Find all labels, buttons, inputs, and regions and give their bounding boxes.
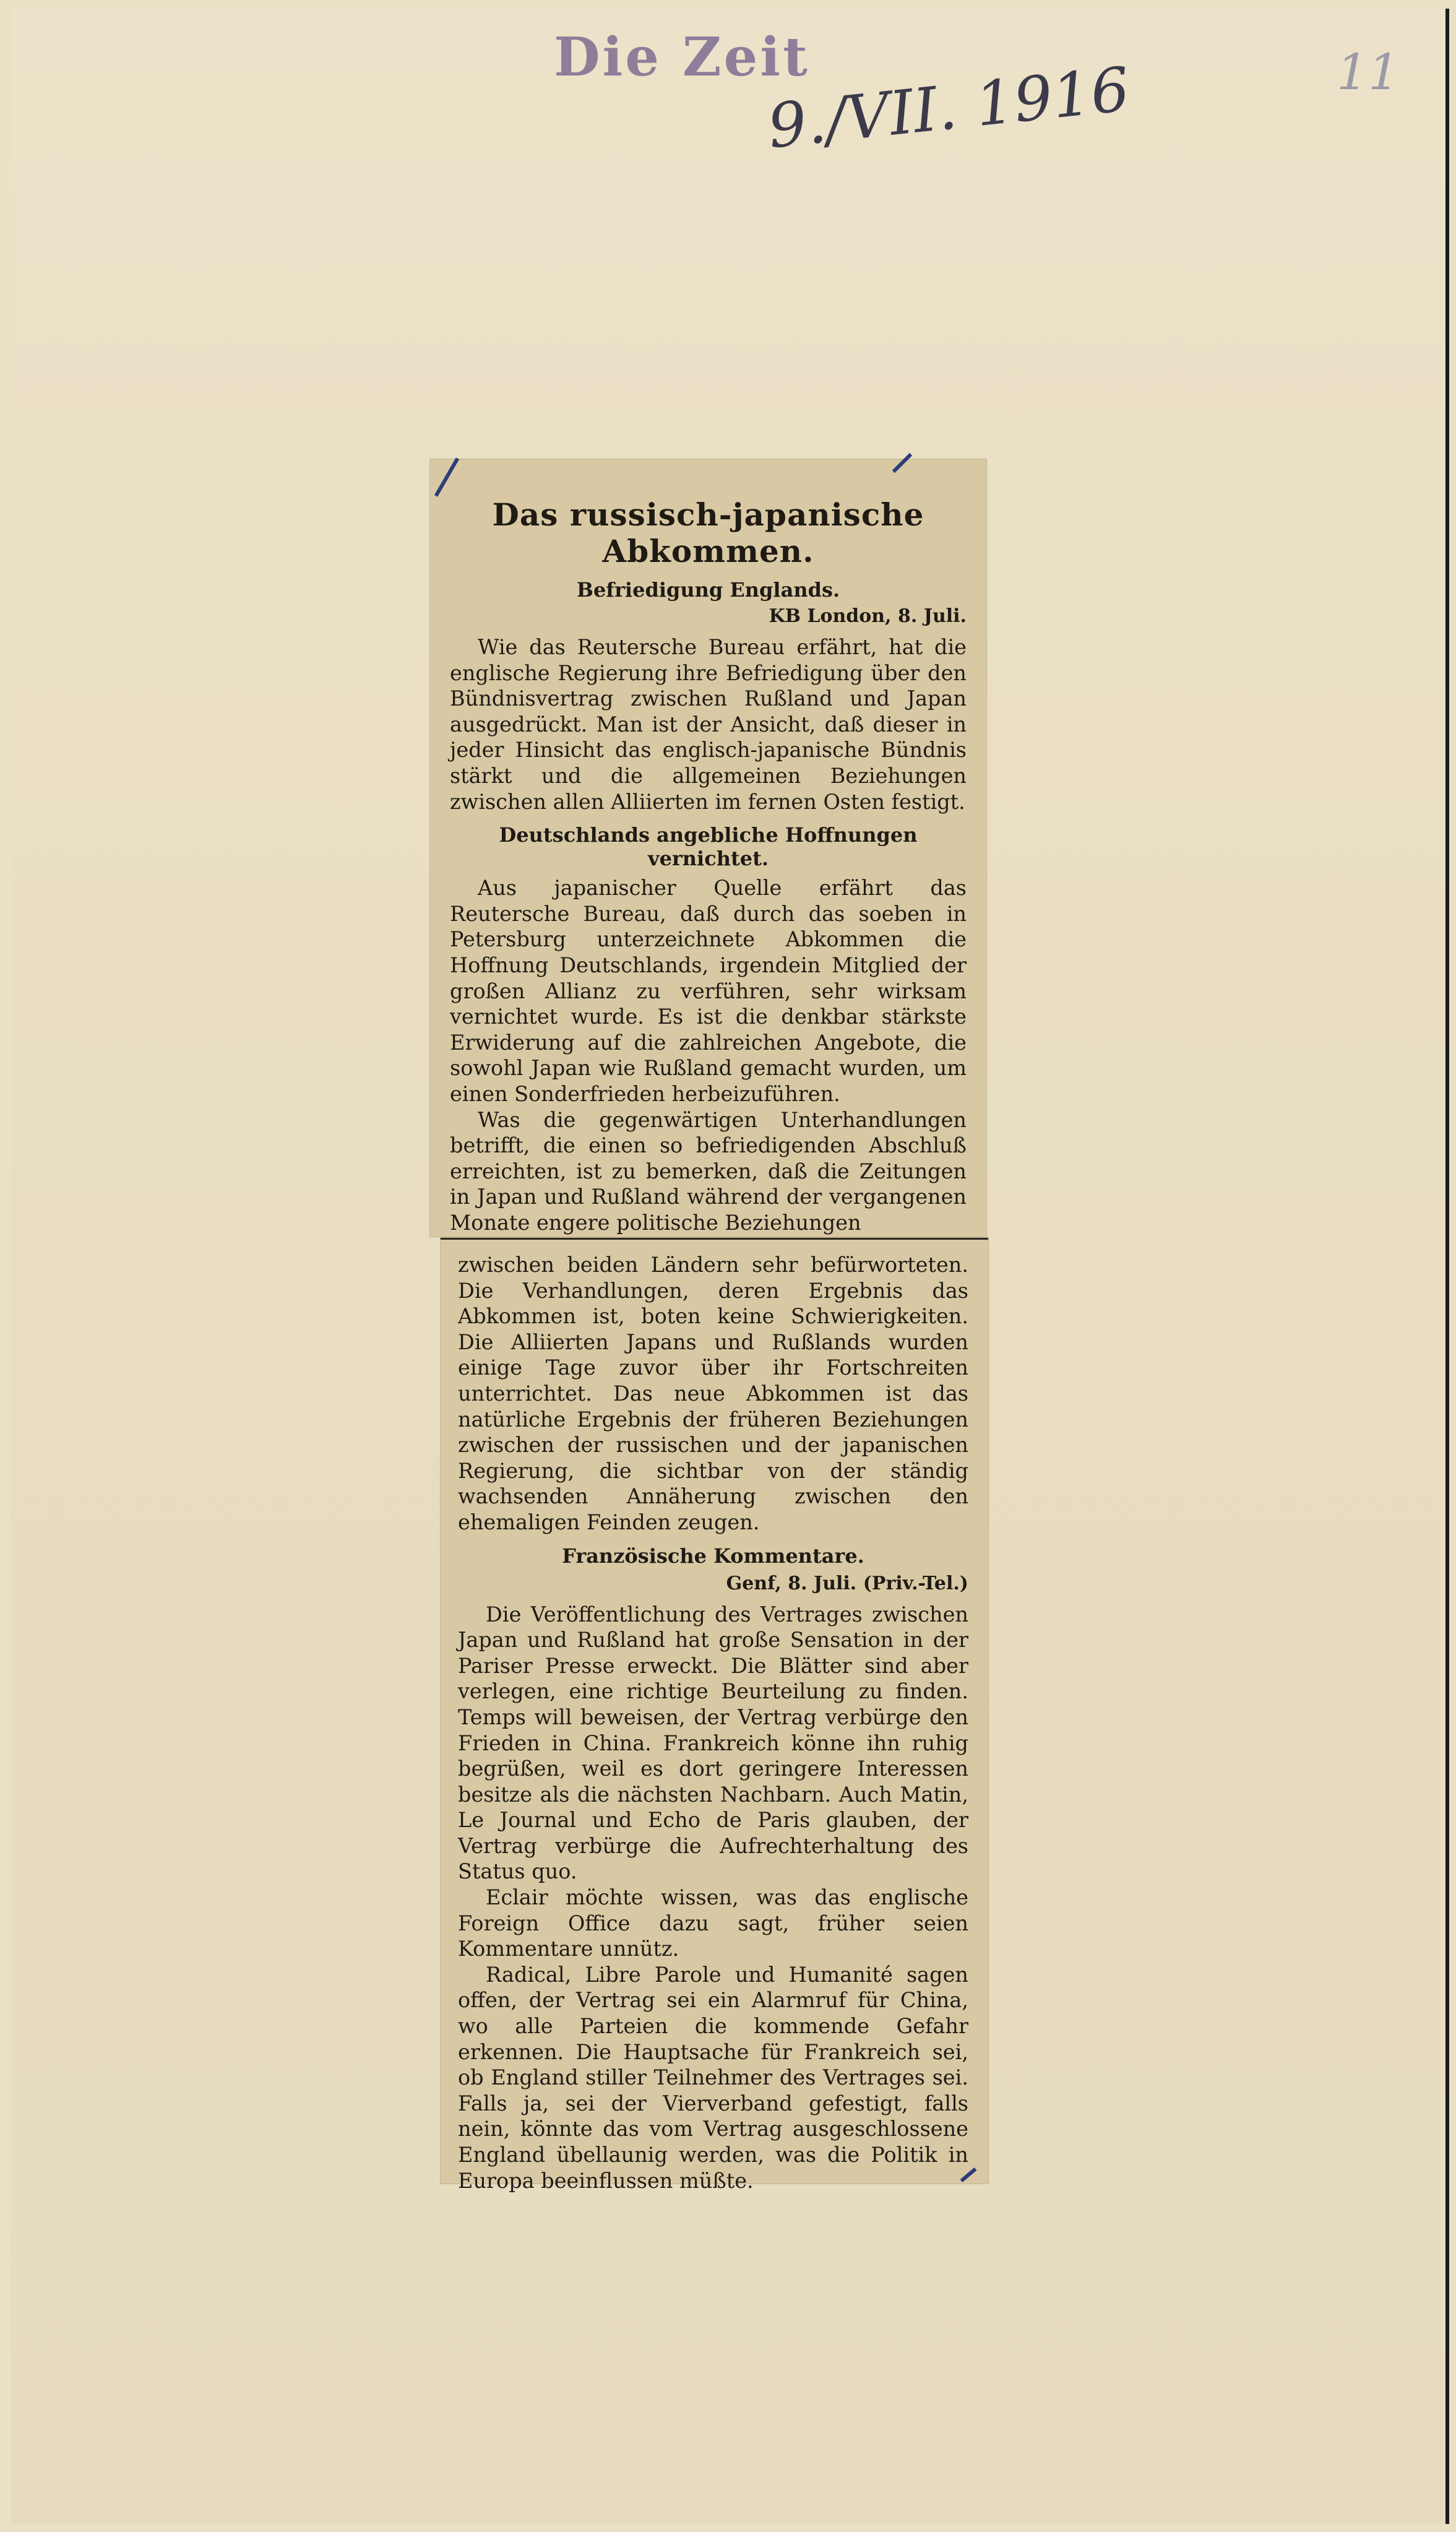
article-paragraph: Was die gegenwärtigen Unterhandlungen betrifft, die einen so befriedigenden Abschluß erreichten, ist zu bemerken, daß die Zeitungen in Japan und Rußland während der vergangenen Monate engere politische Beziehungen [450, 1107, 967, 1235]
pencil-mark-icon [434, 457, 459, 497]
section-title: Französische Kommentare. [562, 1544, 864, 1568]
section-title: Deutschlands angebliche Hoffnungen vernichtet. [499, 823, 918, 871]
article-paragraph: Eclair möchte wissen, was das englische Foreign Office dazu sagt, früher seien Kommentare unnütz. [458, 1885, 968, 1961]
article-headline: Das russisch-japanische Abkommen. [492, 496, 924, 569]
article-paragraph: Radical, Libre Parole und Humanité sagen offen, der Vertrag sei ein Alarmruf für China, wo alle Parteien die kommende Gefahr erkennen. Die Hauptsache für Frankreich sei, ob England stiller Teilnehmer des Vertrages sei. Falls ja, sei der Vierverband gefestigt, falls nein, könnte das vom Vertrag ausgeschlossene England übellaunig werden, was die Politik in Europa beeinflussen müßte. [458, 1962, 968, 2193]
handwritten-date: 9./VII. 1916 [764, 54, 1133, 163]
dateline: KB London, 8. Juli. [769, 605, 967, 627]
page-number: 11 [1337, 43, 1400, 101]
dateline: Genf, 8. Juli. (Priv.-Tel.) [726, 1572, 968, 1594]
section-title: Befriedigung Englands. [576, 578, 840, 602]
newspaper-stamp: Die Zeit [554, 26, 810, 89]
article-paragraph: Wie das Reutersche Bureau erfährt, hat die englische Regierung ihre Befriedigung über den Bündnisvertrag zwischen Rußland und Japan ausgedrückt. Man ist der Ansicht, daß dieser in jeder Hinsicht das englisch-japanische Bündnis stärkt und die allgemeinen Beziehungen zwischen allen Alliierten im fernen Osten festigt. [450, 635, 967, 814]
article-paragraph: zwischen beiden Ländern sehr befürworteten. Die Verhandlungen, deren Ergebnis das Abkommen ist, boten keine Schwierigkeiten. Die Alliierten Japans und Rußlands wurden einige Tage zuvor über ihr Fortschreiten unterrichtet. Das neue Abkommen ist das natürliche Ergebnis der früheren Beziehungen zwischen der russischen und der japanischen Regierung, die sichtbar von der ständig wachsenden Annäherung zwischen den ehemaligen Feinden zeugen. [458, 1253, 968, 1534]
article-paragraph: Die Veröffentlichung des Vertrages zwischen Japan und Rußland hat große Sensation in der Pariser Presse erweckt. Die Blätter sind aber verlegen, eine richtige Beurteilung zu finden. Temps will beweisen, der Vertrag verbürge den Frieden in China. Frankreich könne ihn ruhig begrüßen, weil es dort geringere Interessen besitze als die nächsten Nachbarn. Auch Matin, Le Journal und Echo de Paris glauben, der Vertrag verbürge die Aufrechterhaltung des Status quo. [458, 1602, 968, 1884]
article-paragraph: Aus japanischer Quelle erfährt das Reutersche Bureau, daß durch das soeben in Petersburg unterzeichnete Abkommen die Hoffnung Deutschlands, irgendein Mitglied der großen Allianz zu verführen, sehr wirksam vernichtet wurde. Es ist die denkbar stärkste Erwiderung auf die zahlreichen Angebote, die sowohl Japan wie Rußland gemacht wurden, um einen Sonderfrieden herbeizuführen. [450, 876, 967, 1106]
clipping-bottom [441, 1238, 988, 2193]
clipping-top [430, 459, 986, 1237]
